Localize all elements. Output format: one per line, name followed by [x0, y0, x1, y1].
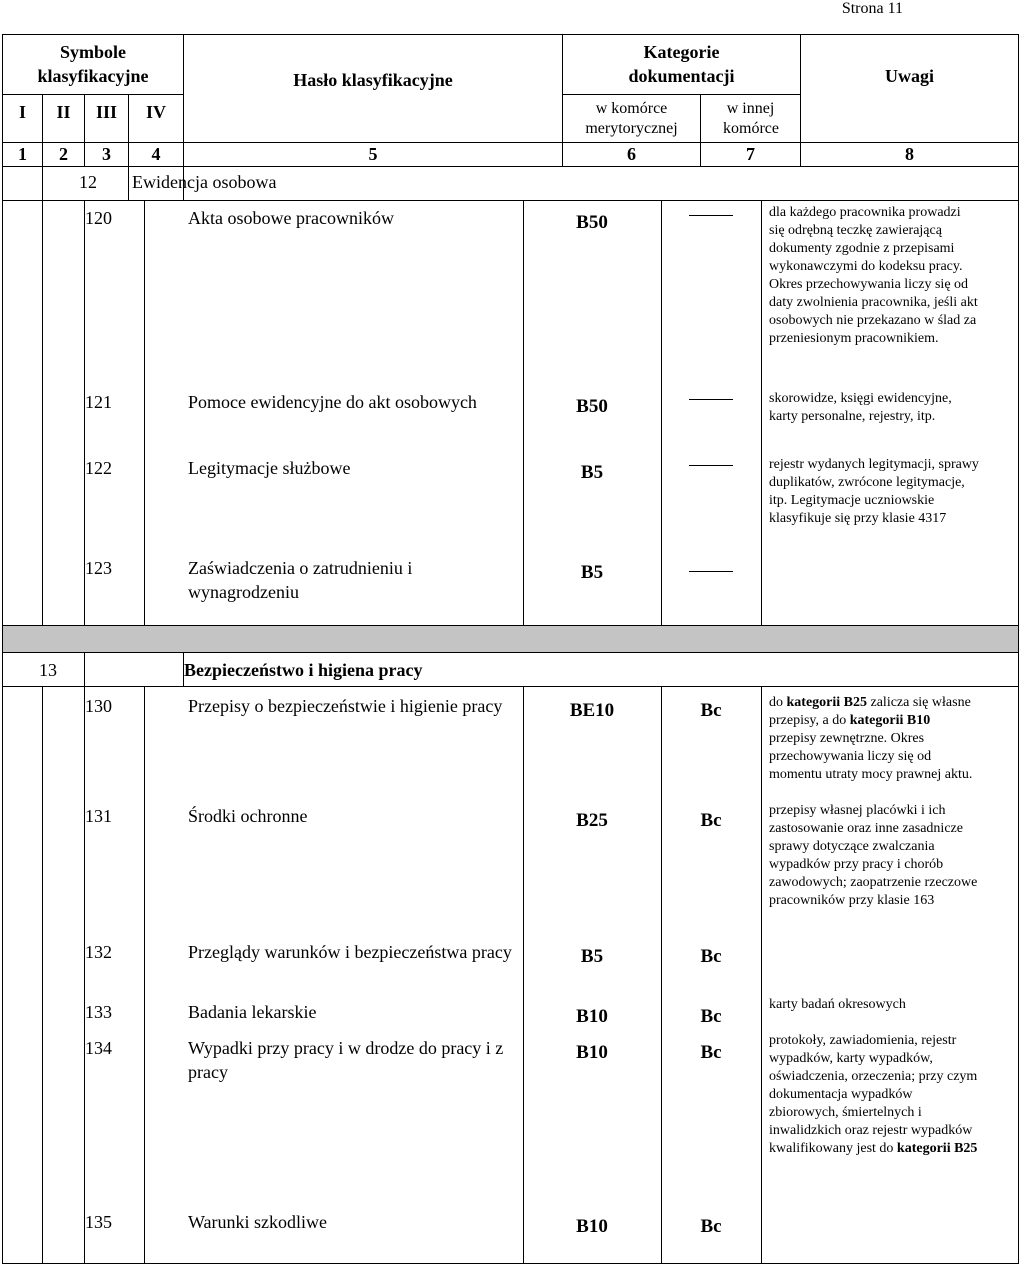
entry-code: 121	[85, 392, 112, 413]
entry-category: B50	[576, 396, 608, 418]
entry-category: B50	[576, 212, 608, 234]
entry-category-other: Bc	[700, 1006, 722, 1028]
entry-title: Pomoce ewidencyjne do akt osobowych	[188, 392, 477, 413]
entry-category-other: Bc	[700, 946, 722, 968]
entry-title: Przeglądy warunków i bezpieczeństwa pracy	[188, 942, 512, 963]
entry-title: Warunki szkodliwe	[188, 1212, 328, 1233]
entry-code: 123	[85, 558, 112, 579]
entry-title: Wypadki przy pracy i w drodze do pracy i z pracy	[188, 1038, 504, 1082]
entry-category: B10	[576, 1042, 608, 1064]
section-title: Ewidencja osobowa	[184, 167, 1019, 201]
entry-code: 132	[85, 942, 112, 963]
entry-category: BE10	[569, 700, 615, 722]
entry-category: B5	[580, 946, 604, 968]
entry-category: B10	[576, 1006, 608, 1028]
entry-title: Środki ochronne	[188, 806, 308, 827]
dash-line	[689, 379, 733, 402]
entry-title: Zaświadczenia o zatrudnieniu i wynagrodzeniu	[188, 558, 413, 602]
entry-category-other: Bc	[700, 1216, 722, 1238]
entry-code: 120	[85, 208, 112, 229]
entry-category-other: Bc	[700, 1042, 722, 1064]
section-title: Bezpieczeństwo i higiena pracy	[184, 653, 1019, 687]
entry-title: Akta osobowe pracowników	[188, 208, 394, 229]
entry-code: 133	[85, 1002, 112, 1023]
entry-note: karty badań okresowych	[769, 997, 906, 1013]
header-level-4: IV	[129, 95, 184, 143]
entry-code: 122	[85, 458, 112, 479]
header-level-2: II	[43, 95, 85, 143]
col-number: 4	[129, 143, 184, 167]
entry-category: B25	[576, 810, 608, 832]
header-cat-other: w innej komórce	[701, 95, 801, 143]
col-number: 2	[43, 143, 85, 167]
entry-note: przepisy własnej placówki i ich zastosowanie oraz inne zasadnicze sprawy dotyczące zwalczania wypadków przy pracy i chorób zawodowych; zaopatrzenie rzeczowe pracowników przy klasie 163	[769, 803, 978, 909]
col-number: 6	[563, 143, 701, 167]
header-categories: Kategorie dokumentacji	[563, 35, 801, 95]
classification-table	[2, 34, 1019, 1264]
section-separator	[3, 626, 1019, 653]
section-code: 12	[43, 167, 129, 201]
entry-title: Legitymacje służbowe	[188, 458, 351, 479]
entry-note: skorowidze, księgi ewidencyjne, karty personalne, rejestry, itp.	[769, 391, 952, 425]
col-number: 3	[85, 143, 129, 167]
col-number: 5	[184, 143, 563, 167]
col-number: 1	[3, 143, 43, 167]
header-remarks: Uwagi	[801, 35, 1019, 143]
entry-category: B10	[576, 1216, 608, 1238]
section-code: 13	[3, 653, 85, 687]
col-number: 8	[801, 143, 1019, 167]
entry-title: Badania lekarskie	[188, 1002, 317, 1023]
entry-code: 131	[85, 806, 112, 827]
page-number: Strona 11	[841, 0, 903, 17]
entry-code: 134	[85, 1038, 112, 1059]
header-title: Hasło klasyfikacyjne	[184, 35, 563, 143]
entry-note: rejestr wydanych legitymacji, sprawy duplikatów, zwrócone legitymacje, itp. Legitymacje uczniowskie klasyfikuje się przy klasie 4317	[769, 457, 979, 527]
entry-note: do kategorii B25 zalicza się własne przepisy, a do kategorii B10 przepisy zewnętrzne. Okres przechowywania liczy się od momentu utraty mocy prawnej aktu.	[769, 695, 973, 783]
dash-line	[689, 195, 733, 218]
entry-code: 135	[85, 1212, 112, 1233]
col-number: 7	[701, 143, 801, 167]
entry-category: B5	[580, 562, 604, 584]
entry-code: 130	[85, 696, 112, 717]
entry-category: B5	[580, 462, 604, 484]
header-symbols: Symbole klasyfikacyjne	[3, 35, 184, 95]
entry-title: Przepisy o bezpieczeństwie i higienie pracy	[188, 696, 503, 717]
header-level-3: III	[85, 95, 129, 143]
dash-line	[689, 551, 733, 574]
header-cat-main: w komórce merytorycznej	[563, 95, 701, 143]
header-level-1: I	[3, 95, 43, 143]
entry-note: dla każdego pracownika prowadzi się odrębną teczkę zawierającą dokumenty zgodnie z przepisami wykonawczymi do kodeksu pracy. Okres przechowywania liczy się od daty zwolnienia pracownika, jeśli akt osobowych nie przekazano w ślad za przeniesionym pracownikiem.	[769, 205, 978, 347]
dash-line	[689, 445, 733, 468]
entry-note: protokoły, zawiadomienia, rejestr wypadków, karty wypadków, oświadczenia, orzeczenia; przy czym dokumentacja wypadków zbiorowych, śmiertelnych i inwalidzkich oraz rejestr wypadków kwalifikowany jest do kategorii B25	[769, 1033, 978, 1157]
entry-category-other: Bc	[700, 810, 722, 832]
entry-category-other: Bc	[700, 700, 722, 722]
